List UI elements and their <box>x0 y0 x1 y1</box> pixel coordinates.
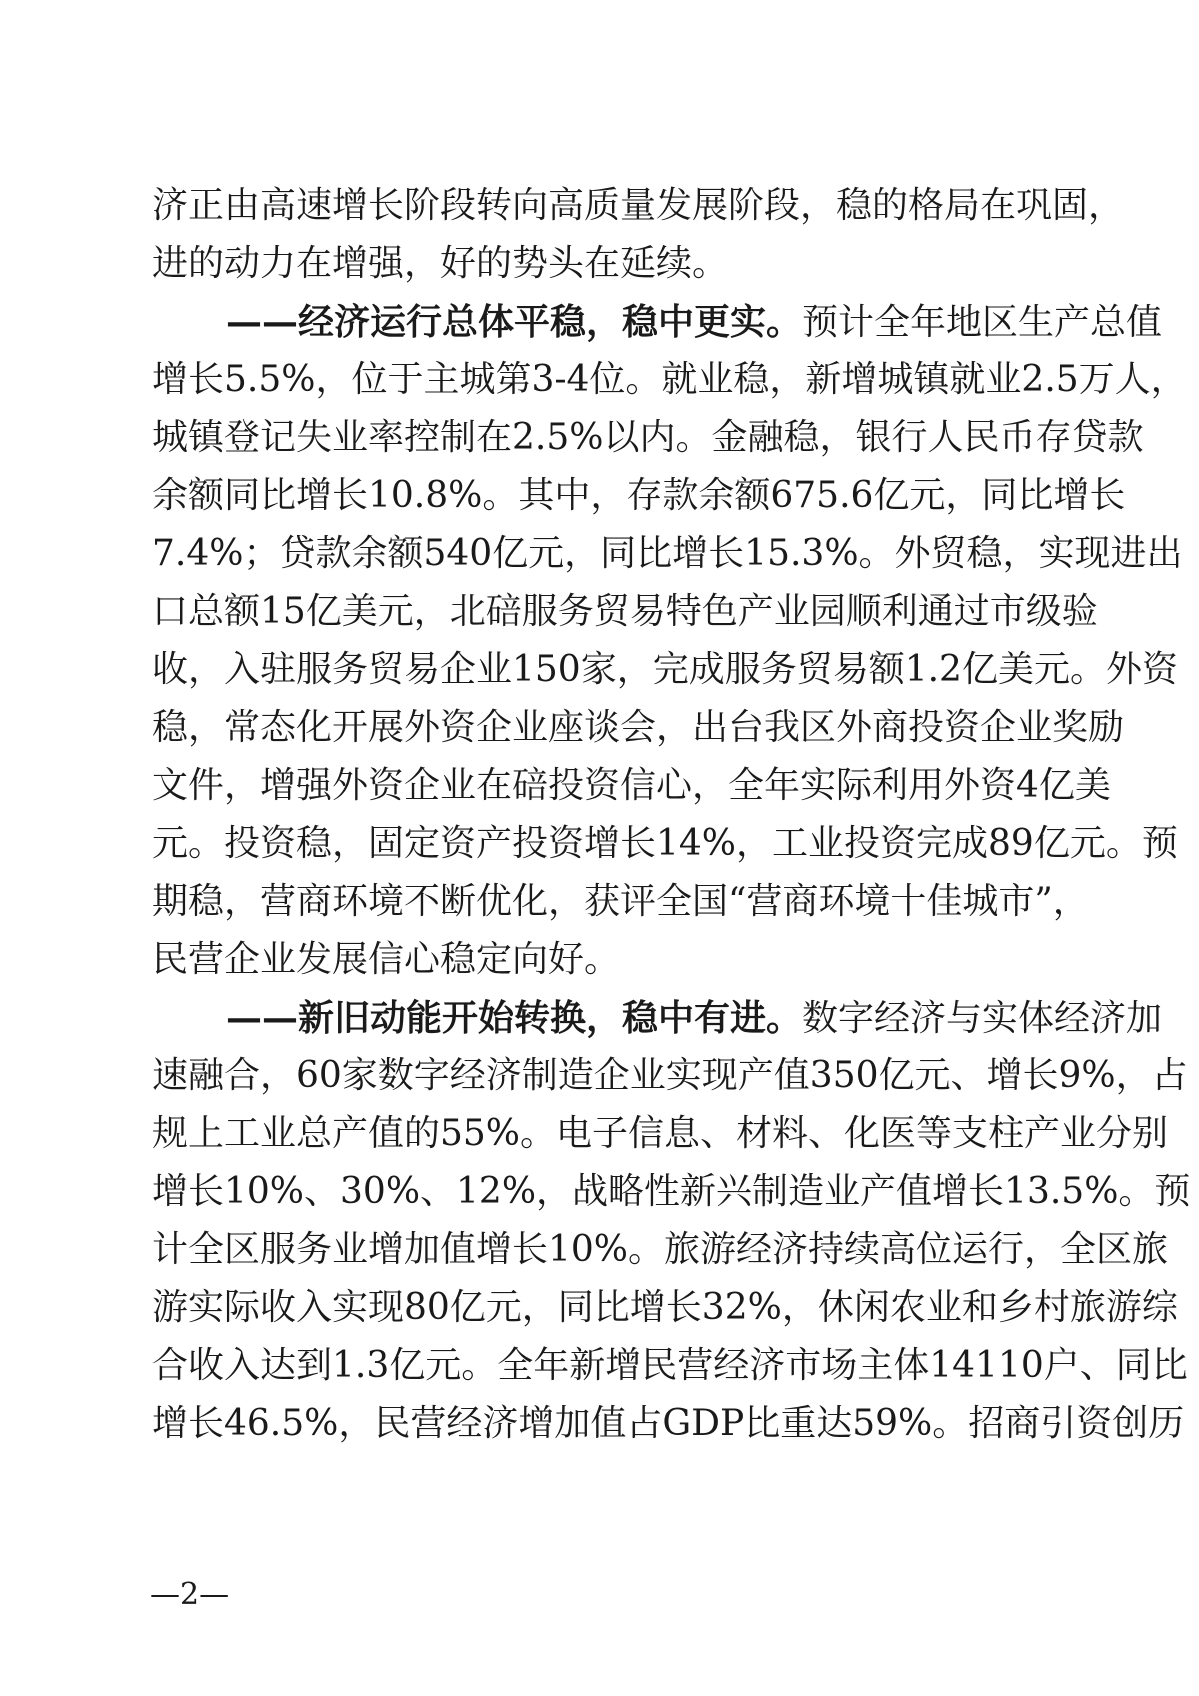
text-line: 济正由高速增长阶段转向高质量发展阶段，稳的格局在巩固， <box>152 185 1125 226</box>
paragraph-lead: ——新旧动能开始转换，稳中有进。 <box>226 997 803 1039</box>
text-line: 规上工业总产值的55%。电子信息、材料、化医等支柱产业分别 <box>152 1113 1169 1154</box>
text-line: 期稳，营商环境不断优化，获评全国“营商环境十佳城市”， <box>152 881 1089 922</box>
text-line: 口总额15亿美元，北碚服务贸易特色产业园顺利通过市级验 <box>152 591 1098 632</box>
page-number: —2— <box>150 1577 230 1612</box>
text-line: 增长10%、30%、12%，战略性新兴制造业产值增长13.5%。预 <box>152 1171 1191 1212</box>
text-line: 游实际收入实现80亿元，同比增长32%，休闲农业和乡村旅游综 <box>152 1287 1178 1328</box>
text-line: 稳，常态化开展外资企业座谈会，出台我区外商投资企业奖励 <box>152 707 1125 748</box>
paragraph-first-line <box>226 292 1163 352</box>
paragraph-text: 预计全年地区生产总值 <box>802 302 1163 343</box>
text-line: 进的动力在增强，好的势头在延续。 <box>152 243 729 284</box>
paragraph-text: 数字经济与实体经济加 <box>802 998 1163 1039</box>
text-line: 民营企业发展信心稳定向好。 <box>152 939 621 980</box>
text-line: 合收入达到1.3亿元。全年新增民营经济市场主体14110户、同比 <box>152 1345 1188 1386</box>
text-line: 7.4%；贷款余额540亿元，同比增长15.3%。外贸稳，实现进出 <box>152 533 1183 574</box>
text-line: 收，入驻服务贸易企业150家，完成服务贸易额1.2亿美元。外资 <box>152 649 1178 690</box>
paragraph-first-line <box>226 988 1163 1048</box>
text-line: 余额同比增长10.8%。其中，存款余额675.6亿元，同比增长 <box>152 475 1126 516</box>
text-line: 速融合，60家数字经济制造企业实现产值350亿元、增长9%，占 <box>152 1055 1188 1096</box>
text-line: 城镇登记失业率控制在2.5%以内。金融稳，银行人民币存贷款 <box>152 417 1144 458</box>
text-line: 增长46.5%，民营经济增加值占GDP比重达59%。招商引资创历 <box>152 1403 1185 1444</box>
text-line: 增长5.5%，位于主城第3-4位。就业稳，新增城镇就业2.5万人， <box>152 359 1187 400</box>
text-line: 元。投资稳，固定资产投资增长14%，工业投资完成89亿元。预 <box>152 823 1178 864</box>
text-line: 计全区服务业增加值增长10%。旅游经济持续高位运行，全区旅 <box>152 1229 1169 1270</box>
paragraph-lead: ——经济运行总体平稳，稳中更实。 <box>226 301 803 343</box>
text-line: 文件，增强外资企业在碚投资信心，全年实际利用外资4亿美 <box>152 765 1111 806</box>
